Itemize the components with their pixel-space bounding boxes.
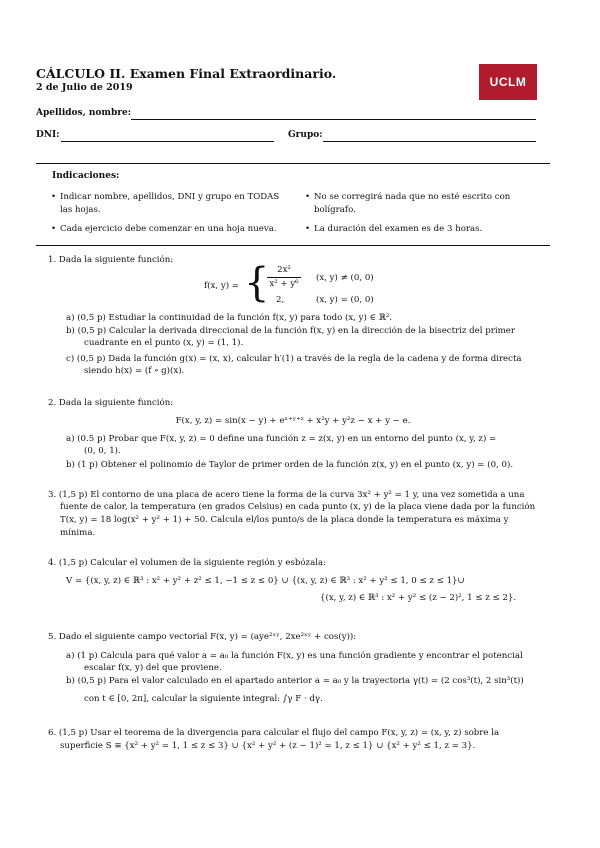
exam-title: CÁLCULO II. Examen Final Extraordinario. [36, 66, 337, 81]
q1-b-line1: b) (0,5 p) Calcular la derivada direccional de la función f(x, y) en la dirección de la bisectriz del primer [66, 326, 515, 336]
q6-line1: 6. (1,5 p) Usar el teorema de la divergencia para calcular el flujo del campo F(x, y, z) = (x, y, z) sobre la [48, 728, 500, 738]
q1-c-line1: c) (0,5 p) Dada la función g(x) = (x, x), calcular h′(1) a través de la regla de la cadena y de forma directa [66, 354, 522, 364]
q6-line2: superficie S ≡ {x² + y² = 1, 1 ≤ z ≤ 3} ∪ {x² + y² + (z − 1)² = 1, z ≤ 1} ∪ {x² + y² ≤ 1, z = 3}. [60, 741, 476, 751]
q2-intro: 2. Dada la siguiente función: [48, 398, 174, 408]
q1-func-lhs: f(x, y) = [204, 281, 239, 291]
instructions-heading: Indicaciones: [52, 171, 120, 181]
q5-b-line1: b) (0,5 p) Para el valor calculado en el apartado anterior a = a₀ y la trayectoria γ(t) = (2 cos³(t), 2 sin³(t)) [66, 676, 524, 686]
name-label: Apellidos, nombre: [36, 108, 132, 118]
q5-a-line2: escalar f(x, y) del que proviene. [84, 663, 222, 673]
q1-case1-cond: (x, y) ≠ (0, 0) [316, 273, 374, 283]
q1-case1-fraction: $\frac{\text{2x²}}{\text{x² + y⁶}}$ [269, 265, 299, 289]
q3-line1: 3. (1,5 p) El contorno de una placa de acero tiene la forma de la curva 3x² + y² = 1 y, una vez sometida a una [48, 490, 525, 500]
q3-line3: T(x, y) = 18 log(x² + y² + 1) + 50. Calcula el/los punto/s de la placa donde la temperatura es máxima y [60, 515, 509, 525]
q1-c-line2: siendo h(x) = (f ∘ g)(x). [84, 366, 185, 376]
q3-line2: fuente de calor, la temperatura (en grados Celsius) en cada punto (x, y) de la placa viene dada por la función [60, 502, 536, 512]
university-logo [479, 64, 537, 100]
instructions-top-rule [36, 163, 550, 164]
q3-line4: mínima. [60, 528, 96, 538]
logo-text: UCLM [489, 75, 527, 89]
q1-a: a) (0,5 p) Estudiar la continuidad de la función f(x, y) para todo (x, y) ∈ ℝ². [66, 313, 393, 323]
dni-label: DNI: [36, 130, 60, 140]
q4-region-line1: V = {(x, y, z) ∈ ℝ³ : x² + y² + z² ≤ 1, −1 ≤ z ≤ 0} ∪ {(x, y, z) ∈ ℝ³ : x² + y² ≤ 1, 0 ≤ z ≤ 1}∪ [66, 576, 465, 586]
q2-a-line1: a) (0.5 p) Probar que F(x, y, z) = 0 define una función z = z(x, y) en un entorno del punto (x, y, z) = [66, 434, 497, 444]
q5-b-line2: con t ∈ [0, 2π], calcular la siguiente integral: ∫γ F · dγ. [84, 694, 323, 704]
q1-b-line2: cuadrante en el punto (x, y) = (1, 1). [84, 338, 244, 348]
group-field[interactable] [323, 141, 536, 142]
q1-case2-val: 2, [276, 295, 285, 305]
group-label: Grupo: [288, 130, 323, 140]
bullet-icon: • [305, 224, 311, 234]
q5-intro: 5. Dado el siguiente campo vectorial F(x, y) = (aye²ˣʸ, 2xe²ˣʸ + cos(y)): [48, 632, 357, 642]
q4-region-line2: {(x, y, z) ∈ ℝ³ : x² + y² ≤ (z − 2)², 1 ≤ z ≤ 2}. [320, 593, 517, 603]
q2-formula: F(x, y, z) = sin(x − y) + eˣ⁺ʸ⁺ᶻ + x²y + y²z − x + y − e. [175, 416, 411, 426]
name-field[interactable] [131, 119, 536, 120]
dni-field[interactable] [61, 141, 274, 142]
q1-intro: 1. Dada la siguiente función: [48, 255, 174, 265]
instruction-item: • La duración del examen es de 3 horas. [305, 224, 483, 234]
bullet-icon: • [51, 224, 57, 234]
exam-date: 2 de Julio de 2019 [36, 82, 133, 93]
q1-brace: { [244, 260, 270, 306]
q5-a-line1: a) (1 p) Calcula para qué valor a = a₀ la función F(x, y) es una función gradiente y encontrar el potencial [66, 651, 523, 661]
bullet-icon: • [51, 192, 57, 202]
instruction-item: • Indicar nombre, apellidos, DNI y grupo en TODAS las hojas. [51, 192, 280, 215]
q2-b: b) (1 p) Obtener el polinomio de Taylor de primer orden de la función z(x, y) en el punto (x, y) = (0, 0). [66, 460, 514, 470]
instructions-bottom-rule [36, 245, 550, 246]
instruction-item: • Cada ejercicio debe comenzar en una hoja nueva. [51, 224, 277, 234]
q4-intro: 4. (1,5 p) Calcular el volumen de la siguiente región y esbózala: [48, 558, 326, 568]
bullet-icon: • [305, 192, 311, 202]
q2-a-line2: (0, 0, 1). [84, 446, 121, 456]
instruction-item: • No se corregirá nada que no esté escrito con bolígrafo. [305, 192, 511, 215]
q1-case2-cond: (x, y) = (0, 0) [316, 295, 374, 305]
